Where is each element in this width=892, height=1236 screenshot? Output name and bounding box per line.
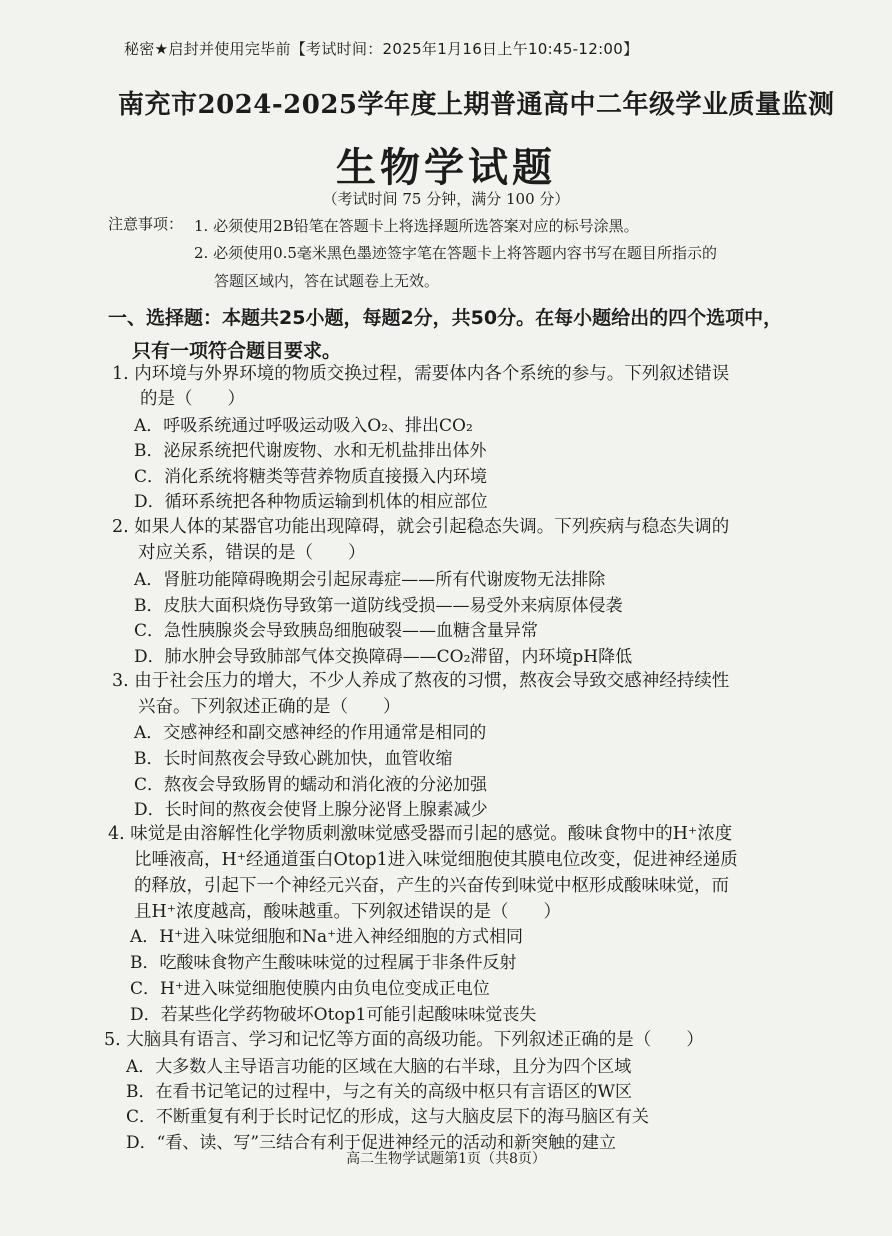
question-2-option: D．肺水肿会导致肺部气体交换障碍——CO₂滞留，内环境pH降低 — [134, 647, 633, 667]
exam-title: 南充市2024-2025学年度上期普通高中二年级学业质量监测 — [118, 90, 835, 120]
notes-label: 注意事项： — [108, 215, 184, 233]
question-2-option: C．急性胰腺炎会导致胰岛细胞破裂——血糖含量异常 — [134, 621, 539, 641]
secret-line: 秘密★启封并使用完毕前【考试时间：2025年1月16日上午10:45-12:00】 — [124, 40, 639, 58]
subject-title: 生物学试题 — [336, 144, 556, 191]
question-1-line: 的是（ ） — [140, 389, 245, 409]
question-5-option: A．大多数人主导语言功能的区域在大脑的右半球，且分为四个区域 — [126, 1057, 632, 1077]
question-5-line: 5. 大脑具有语言、学习和记忆等方面的高级功能。下列叙述正确的是（ ） — [104, 1030, 704, 1050]
question-3-option: A．交感神经和副交感神经的作用通常是相同的 — [134, 723, 487, 743]
note-item: 答题区域内，答在试题卷上无效。 — [214, 272, 440, 290]
question-2-option: A．肾脏功能障碍晚期会引起尿毒症——所有代谢废物无法排除 — [134, 570, 606, 590]
question-5-option: B．在看书记笔记的过程中，与之有关的高级中枢只有言语区的W区 — [126, 1082, 632, 1102]
question-1-option: B．泌尿系统把代谢废物、水和无机盐排出体外 — [134, 441, 487, 461]
question-4-line: 比唾液高，H⁺经通道蛋白Otop1进入味觉细胞使其膜电位改变，促进神经递质 — [134, 850, 738, 870]
question-2-line: 2. 如果人体的某器官功能出现障碍，就会引起稳态失调。下列疾病与稳态失调的 — [112, 517, 730, 537]
question-5-option: C．不断重复有利于长时记忆的形成，这与大脑皮层下的海马脑区有关 — [126, 1107, 650, 1127]
question-4-option: C．H⁺进入味觉细胞使膜内由负电位变成正电位 — [130, 979, 490, 999]
question-4-option: A．H⁺进入味觉细胞和Na⁺进入神经细胞的方式相同 — [130, 927, 524, 947]
question-4-line: 4. 味觉是由溶解性化学物质刺激味觉感受器而引起的感觉。酸味食物中的H⁺浓度 — [108, 824, 733, 844]
question-5-option: D．“看、读、写”三结合有利于促进神经元的活动和新突触的建立 — [126, 1133, 617, 1153]
question-2-option: B．皮肤大面积烧伤导致第一道防线受损——易受外来病原体侵袭 — [134, 596, 623, 616]
note-item: 1. 必须使用2B铅笔在答题卡上将选择题所选答案对应的标号涂黑。 — [194, 217, 639, 235]
question-3-line: 3. 由于社会压力的增大，不少人养成了熬夜的习惯，熬夜会导致交感神经持续性 — [112, 671, 730, 691]
section-heading: 一、选择题：本题共25小题，每题2分，共50分。在每小题给出的四个选项中， — [108, 307, 783, 329]
question-1-option: A．呼吸系统通过呼吸运动吸入O₂、排出CO₂ — [134, 416, 473, 436]
question-2-line: 对应关系，错误的是（ ） — [138, 543, 366, 563]
question-4-line: 且H⁺浓度越高，酸味越重。下列叙述错误的是（ ） — [134, 902, 561, 922]
note-item: 2. 必须使用0.5毫米黑色墨迹签字笔在答题卡上将答题内容书写在题目所指示的 — [194, 244, 717, 262]
question-1-option: D．循环系统把各种物质运输到机体的相应部位 — [134, 492, 488, 512]
question-4-option: B．吃酸味食物产生酸味味觉的过程属于非条件反射 — [130, 953, 517, 973]
question-3-option: D．长时间的熬夜会使肾上腺分泌肾上腺素减少 — [134, 800, 488, 820]
question-4-option: D．若某些化学药物破坏Otop1可能引起酸味味觉丧失 — [130, 1005, 537, 1025]
question-1-line: 1. 内环境与外界环境的物质交换过程，需要体内各个系统的参与。下列叙述错误 — [112, 364, 730, 384]
question-3-option: C．熬夜会导致肠胃的蠕动和消化液的分泌加强 — [134, 775, 488, 795]
section-heading-cont: 只有一项符合题目要求。 — [132, 340, 342, 362]
question-4-line: 的释放，引起下一个神经元兴奋，产生的兴奋传到味觉中枢形成酸味味觉，而 — [134, 876, 729, 896]
page-footer: 高二生物学试题第1页（共8页） — [346, 1151, 546, 1167]
question-3-line: 兴奋。下列叙述正确的是（ ） — [138, 697, 401, 717]
question-1-option: C．消化系统将糖类等营养物质直接摄入内环境 — [134, 467, 488, 487]
question-3-option: B．长时间熬夜会导致心跳加快，血管收缩 — [134, 749, 453, 769]
exam-info: （考试时间 75 分钟，满分 100 分） — [322, 190, 570, 208]
